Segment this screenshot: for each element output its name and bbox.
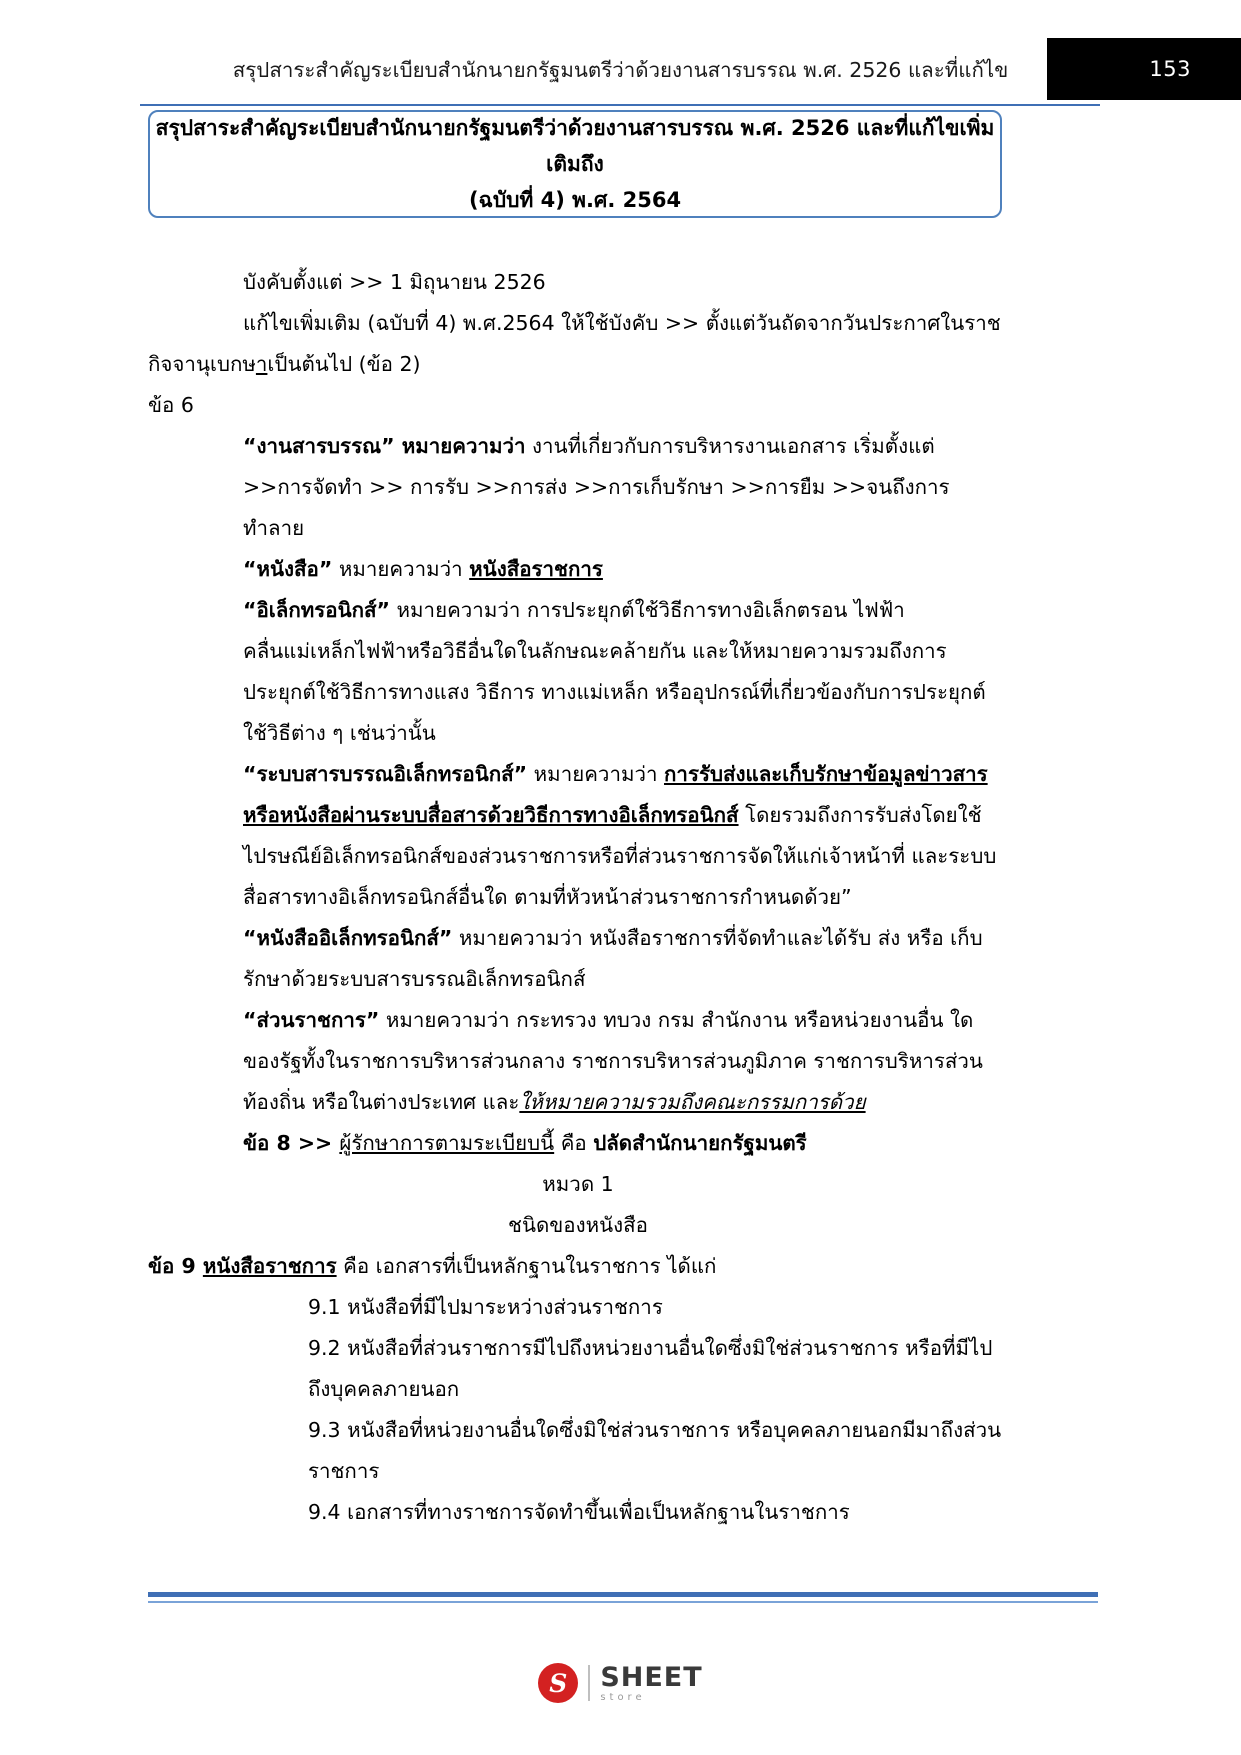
logo-divider: [588, 1665, 590, 1701]
amendment-line-b-post: เป็นต้นไป (ข้อ 2): [267, 352, 421, 376]
definition-esarabun-mid: หมายความว่า: [527, 762, 665, 786]
title-line-1: สรุปสาระสำคัญระเบียบสำนักนายกรัฐมนตรีว่าด้วยงานสารบรรณ พ.ศ. 2526 และที่แก้ไขเพิ่มเติมถึง: [155, 116, 995, 176]
definition-sarabun-text: งานที่เกี่ยวกับการบริหารงานเอกสาร เริ่มตั้งแต่: [525, 434, 935, 458]
clause-8-label: ข้อ 8 >>: [243, 1131, 340, 1155]
clause-9-text: คือ เอกสารที่เป็นหลักฐานในราชการ ได้แก่: [336, 1254, 717, 1278]
running-title: สรุปสาระสำคัญระเบียบสำนักนายกรัฐมนตรีว่าด้วยงานสารบรรณ พ.ศ. 2526 และที่แก้ไข: [232, 58, 1009, 82]
definition-esarabun-value: การรับส่งและเก็บรักษาข้อมูลข่าวสาร หรือหนังสือผ่านระบบสื่อสารด้วยวิธีการทางอิเล็กทรอนิกส์: [243, 762, 988, 827]
definition-electronic-term: “อิเล็กทรอนิกส์”: [243, 598, 391, 622]
definition-agency-text: หมายความว่า กระทรวง ทบวง กรม สำนักงาน หรือหน่วยงานอื่น ใดของรัฐทั้งในราชการบริหารส่วนกลาง ราชการบริหารส่วนภูมิภาค ราชการบริหารส่วนท้องถิ่น หรือในต่างประเทศ และ: [243, 1008, 983, 1114]
list-item-9-2: 9.2 หนังสือที่ส่วนราชการมีไปถึงหน่วยงานอื่นใดซึ่งมิใช่ส่วนราชการ หรือที่มีไปถึงบุคคลภายนอก: [308, 1336, 993, 1401]
clause-9-line: [148, 1246, 1008, 1287]
definition-esarabun-text: โดยรวมถึงการรับส่งโดยใช้ไปรษณีย์อิเล็กทรอนิกส์ของส่วนราชการหรือที่ส่วนราชการจัดให้แก่เจ้าหน้าที่ และระบบสื่อสารทางอิเล็กทรอนิกส์อื่นใด ตามที่หัวหน้าส่วนราชการกำหนดด้วย”: [243, 803, 997, 909]
logo-badge-icon: S: [538, 1663, 578, 1703]
definition-nangsue: [148, 549, 1008, 590]
definition-nangsue-mid: หมายความว่า: [332, 557, 470, 581]
footer-divider-thin: [148, 1601, 1098, 1603]
amendment-line-b: [148, 344, 1008, 385]
page-number-box: [1047, 38, 1241, 100]
clause-8-line: [148, 1123, 1008, 1164]
clause-8-value: ปลัดสำนักนายกรัฐมนตรี: [593, 1131, 807, 1155]
list-item-9-1: 9.1 หนังสือที่มีไปมาระหว่างส่วนราชการ: [308, 1295, 663, 1319]
amendment-line-b-pre: กิจจานุเบกษ: [148, 352, 256, 376]
amendment-line-b-underlined: า: [255, 352, 268, 376]
definition-nangsue-term: “หนังสือ”: [243, 557, 333, 581]
logo-wordmark: [600, 1661, 703, 1703]
title-line-2: (ฉบับที่ 4) พ.ศ. 2564: [468, 188, 682, 212]
footer-divider-thick: [148, 1592, 1098, 1597]
document-body: [148, 262, 1008, 1533]
amendment-line-a: แก้ไขเพิ่มเติม (ฉบับที่ 4) พ.ศ.2564 ให้ใช้บังคับ >> ตั้งแต่วันถัดจากวันประกาศในราช: [243, 311, 1001, 335]
definition-esarabun-term: “ระบบสารบรรณอิเล็กทรอนิกส์”: [243, 762, 528, 786]
definition-ebook-term: “หนังสืออิเล็กทรอนิกส์”: [243, 926, 453, 950]
definition-sarabun-flow: >>การจัดทำ >> การรับ >>การส่ง >>การเก็บรักษา >>การยืม >>จนถึงการทำลาย: [243, 475, 950, 540]
definition-nangsue-value: หนังสือราชการ: [469, 557, 603, 581]
definition-ebook: [148, 918, 1008, 1000]
sheet-store-logo: [0, 1663, 1241, 1703]
definition-agency-italic: ให้หมายความรวมถึงคณะกรรมการด้วย: [519, 1090, 866, 1114]
enforce-date-line: บังคับตั้งแต่ >> 1 มิถุนายน 2526: [243, 270, 546, 294]
definition-sarabun-term: “งานสารบรรณ” หมายความว่า: [243, 434, 526, 458]
section-heading-2: ชนิดของหนังสือ: [508, 1213, 648, 1237]
logo-text-main: SHEET: [600, 1661, 703, 1693]
definition-electronic: [148, 590, 1008, 754]
definition-esarabun: [148, 754, 1008, 918]
page-number: 153: [1149, 57, 1191, 81]
list-item-9-3: 9.3 หนังสือที่หน่วยงานอื่นใดซึ่งมิใช่ส่วนราชการ หรือบุคคลภายนอกมีมาถึงส่วนราชการ: [308, 1418, 1002, 1483]
definition-ebook-text: หมายความว่า หนังสือราชการที่จัดทำและได้รับ ส่ง หรือ เก็บรักษาด้วยระบบสารบรรณอิเล็กทรอนิกส์: [243, 926, 983, 991]
section-heading-1: หมวด 1: [542, 1172, 614, 1196]
header-divider: [140, 104, 1100, 106]
definition-agency: [148, 1000, 1008, 1123]
title-box: [148, 110, 1002, 218]
clause-9-label: ข้อ 9: [148, 1254, 203, 1278]
page-header: [0, 0, 1241, 110]
clause-8-mid: คือ: [554, 1131, 594, 1155]
logo-text-sub: store: [600, 1691, 646, 1703]
definition-electronic-text: หมายความว่า การประยุกต์ใช้วิธีการทางอิเล็กตรอน ไฟฟ้า คลื่นแม่เหล็กไฟฟ้าหรือวิธีอื่นใดในลักษณะคล้ายกัน และให้หมายความรวมถึงการประยุกต์ใช้วิธีการทางแสง วิธีการ ทางแม่เหล็ก หรืออุปกรณ์ที่เกี่ยวข้องกับการประยุกต์ใช้วิธีต่าง ๆ เช่นว่านั้น: [243, 598, 986, 745]
list-item-9-4: 9.4 เอกสารที่ทางราชการจัดทำขึ้นเพื่อเป็นหลักฐานในราชการ: [308, 1500, 850, 1524]
definition-agency-term: “ส่วนราชการ”: [243, 1008, 380, 1032]
clause-8-subject: ผู้รักษาการตามระเบียบนี้: [339, 1131, 555, 1155]
clause-9-subject: หนังสือราชการ: [202, 1254, 337, 1278]
definition-sarabun: [148, 426, 1008, 467]
clause-6-label: ข้อ 6: [148, 393, 194, 417]
